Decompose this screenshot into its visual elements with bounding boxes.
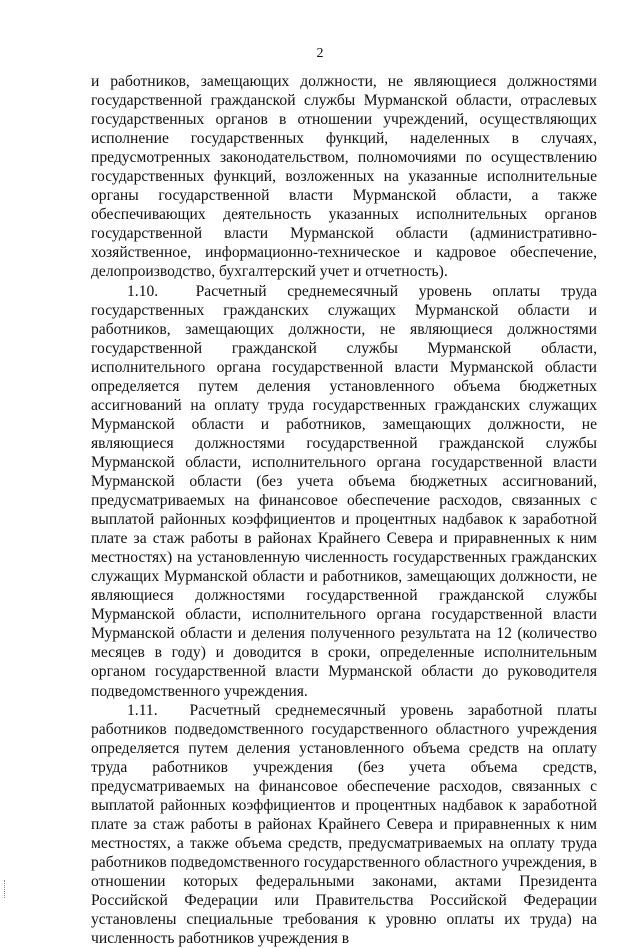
paragraph-continuation [91, 72, 597, 282]
paragraph-text: и работников, замещающих должности, не являющиеся должностями государственной гражданской службы Мурманской области, отраслевых государственных органов в отношении учреждений, осуществляющих исполнение государственных функций, наделенных в случаях, предусмотренных законодательством, полномочиями по осуществлению государственных функций, возложенных на указанные исполнительные органы государственной власти Мурманской области, а также обеспечивающих деятельность указанных исполнительных органов государственной власти Мурманской области (административно-хозяйственное, информационно-техническое и кадровое обеспечение, делопроизводство, бухгалтерский учет и отчетность). [91, 73, 597, 281]
scan-margin-mark [4, 880, 9, 898]
paragraph-number: 1.11. [127, 701, 158, 719]
paragraph-1-11 [91, 701, 597, 948]
paragraph-text: Расчетный среднемесячный уровень оплаты труда государственных гражданских служащих Мурманской области и работников, замещающих должности, не являющиеся должностями государственной гражданской службы Мурманской области, исполнительного органа государственной власти Мурманской области определяется путем деления установленного объема бюджетных ассигнований на оплату труда государственных гражданских служащих Мурманской области и работников, замещающих должности, не являющиеся должностями государственной гражданской службы Мурманской области, исполнительного органа государственной власти Мурманской области (без учета объема бюджетных ассигнований, предусматриваемых на финансовое обеспечение расходов, связанных с выплатой районных коэффициентов и процентных надбавок к заработной плате за стаж работы в районах Крайнего Севера и приравненных к ним местностях) на установленную численность государственных гражданских служащих Мурманской области и работников, замещающих должности, не являющиеся должностями государственной гражданской службы Мурманской области, исполнительного органа государственной власти Мурманской области и деления полученного результата на 12 (количество месяцев в году) и доводится в сроки, определенные исполнительным органом государственной власти Мурманской области до руководителя подведомственного учреждения. [91, 282, 597, 700]
document-body [91, 72, 597, 948]
paragraph-number: 1.10. [127, 282, 159, 300]
page-number: 2 [316, 46, 324, 61]
paragraph-text: Расчетный среднемесячный уровень заработной платы работников подведомственного государственного областного учреждения определяется путем деления установленного объема средств на оплату труда работников учреждения (без учета объема средств, предусматриваемых на финансовое обеспечение расходов, связанных с выплатой районных коэффициентов и процентных надбавок к заработной плате за стаж работы в районах Крайнего Севера и приравненных к ним местностях, а также объема средств, предусматриваемых на оплату труда работников подведомственного государственного областного учреждения, в отношении которых федеральными законами, актами Президента Российской Федерации или Правительства Российской Федерации установлены специальные требования к уровню оплаты их труда) на численность работников учреждения в [91, 701, 598, 948]
paragraph-1-10 [91, 282, 597, 701]
